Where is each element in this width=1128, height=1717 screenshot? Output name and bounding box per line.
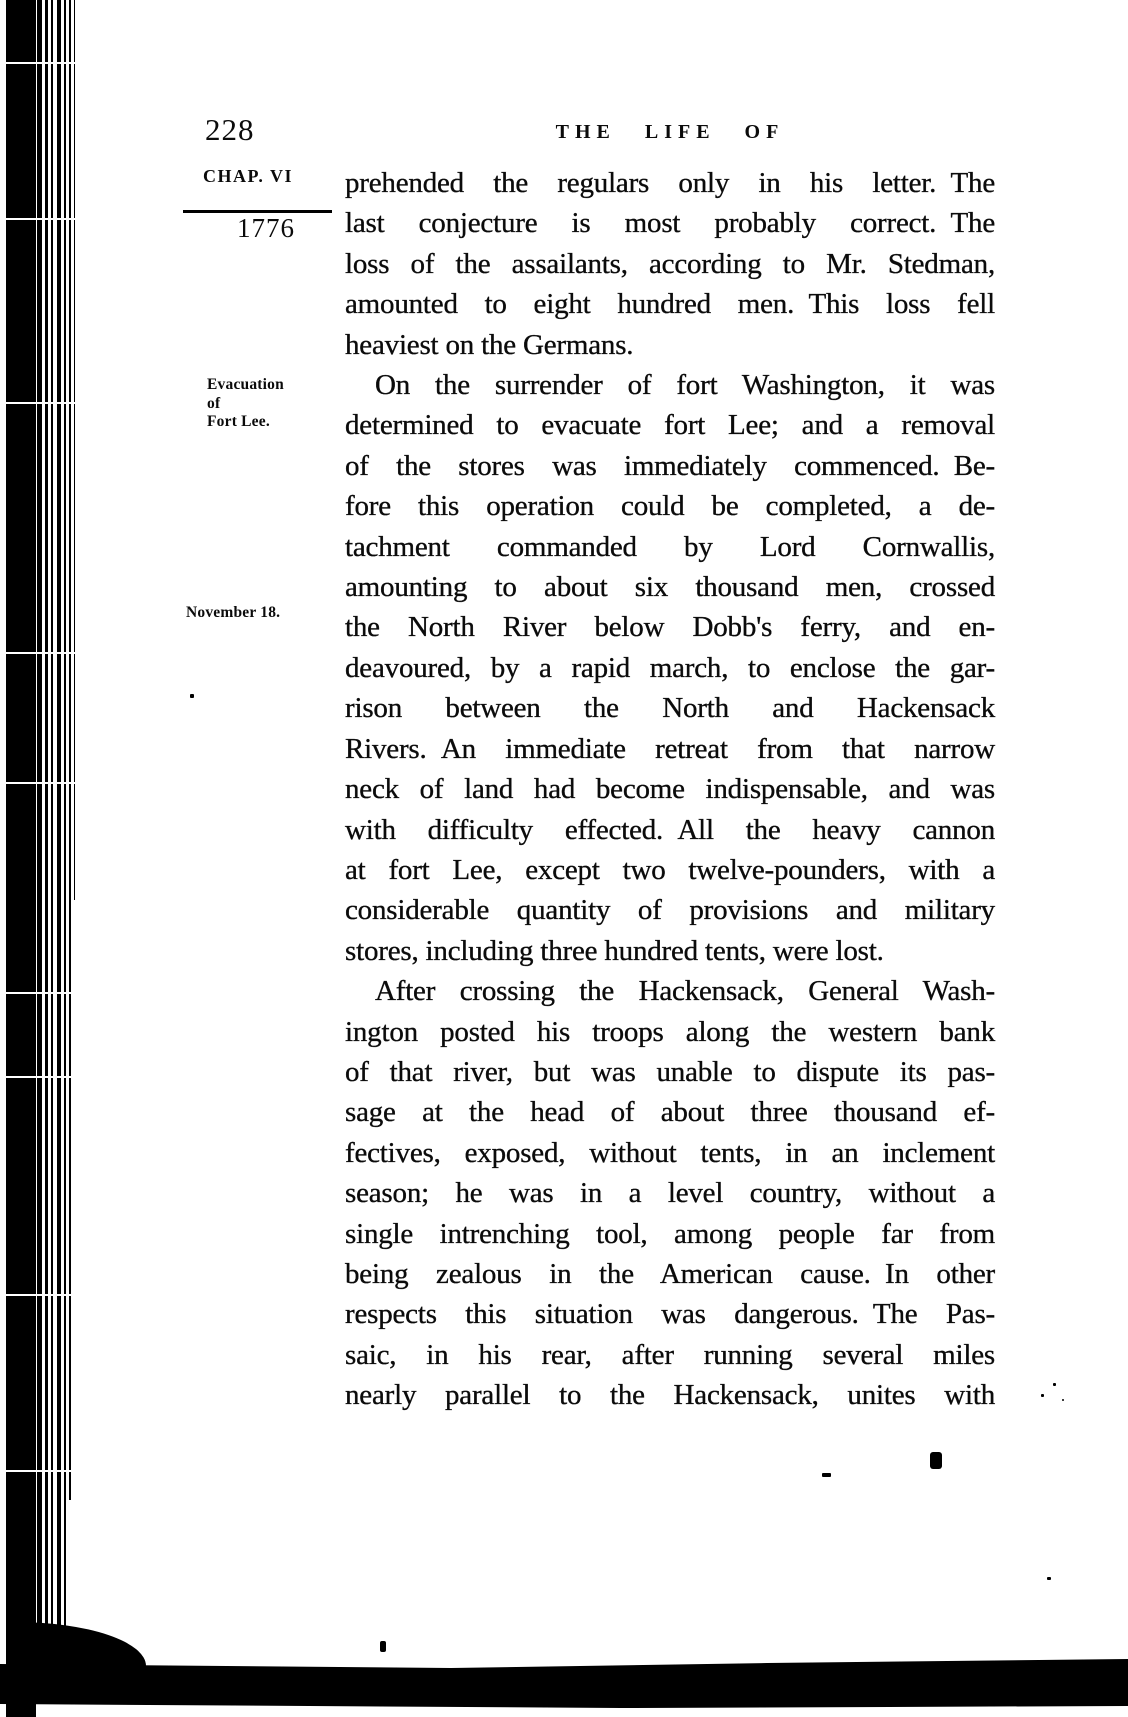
gutter-break [0,1294,82,1296]
body-line: at fort Lee, except two twelve-pounders, with a [345,853,995,886]
gutter-stripe [37,0,42,1660]
gutter-break [0,782,82,784]
gutter-break [0,652,82,654]
body-line: On the surrender of fort Washington, it was [375,369,995,402]
body-line: being zealous in the American cause. In other [345,1257,995,1290]
scan-speck [1053,1383,1056,1386]
scan-speck [380,1641,386,1652]
gutter-break [0,218,82,220]
margin-year: 1776 [237,213,295,243]
scan-speck [822,1473,831,1477]
gutter-break [0,62,82,64]
body-text [345,163,995,1416]
margin-note-line: of [207,394,221,412]
gutter-break [0,402,82,404]
body-line: saic, in his rear, after running several miles [345,1338,995,1371]
body-line: with difficulty effected. All the heavy cannon [345,813,995,846]
gutter-stripe [45,0,48,1660]
gutter-break [0,1076,82,1078]
body-line: tachment commanded by Lord Cornwallis, [345,530,995,563]
gutter-scan-bar [6,0,36,1717]
scan-speck [1041,1394,1044,1397]
body-line: amounting to about six thousand men, crossed [345,571,995,604]
body-line: Rivers. An immediate retreat from that narrow [345,732,995,765]
margin-note-evacuation [207,376,327,432]
gutter-stripe [74,0,75,900]
body-line: ington posted his troops along the western bank [345,1015,995,1048]
body-line: fectives, exposed, without tents, in an inclement [345,1136,995,1169]
body-line: amounted to eight hundred men. This loss fell [345,288,995,321]
body-line: neck of land had become indispensable, and was [345,773,995,806]
body-line: season; he was in a level country, without a [345,1177,995,1210]
bottom-scan-band [0,1658,1128,1708]
body-line: heaviest on the Germans. [345,328,634,361]
body-line: loss of the assailants, according to Mr. Stedman, [345,247,995,280]
scan-speck [190,694,194,698]
body-line: the North River below Dobb's ferry, and en- [345,611,995,644]
body-line: considerable quantity of provisions and military [345,894,995,927]
body-line: last conjecture is most probably correct. The [345,207,995,240]
body-line: sage at the head of about three thousand ef- [345,1096,995,1129]
body-line: stores, including three hundred tents, were lost. [345,934,884,967]
gutter-stripe [64,0,66,1660]
margin-note-line: Fort Lee. [207,413,270,430]
running-header: THE LIFE OF [555,121,785,143]
scan-speck [1047,1577,1051,1580]
body-line: After crossing the Hackensack, General Wash- [375,975,995,1008]
page-number: 228 [205,112,255,147]
body-line: single intrenching tool, among people far from [345,1217,995,1250]
body-line: deavoured, by a rapid march, to enclose the gar- [345,651,995,684]
margin-note-line: Evacuation [207,376,284,393]
gutter-break [0,992,82,994]
margin-note-date: November 18. [186,604,281,621]
body-line: of the stores was immediately commenced. Be- [345,449,995,482]
gutter-break [0,1470,82,1472]
body-line: of that river, but was unable to dispute its pas- [345,1055,995,1088]
body-line: determined to evacuate fort Lee; and a removal [345,409,995,442]
body-line: respects this situation was dangerous. The Pas- [345,1298,995,1331]
gutter-stripe [69,0,71,1500]
body-line: prehended the regulars only in his letter. The [345,167,995,199]
scan-speck [1062,1399,1064,1401]
body-line: rison between the North and Hackensack [345,692,995,725]
body-line: fore this operation could be completed, a de- [345,490,995,523]
gutter-stripe [57,0,61,1660]
scan-speck [930,1452,942,1469]
body-line: nearly parallel to the Hackensack, unites with [345,1379,995,1412]
margin-chapter-label: CHAP. VI [203,166,294,186]
gutter-stripe [51,0,53,1660]
